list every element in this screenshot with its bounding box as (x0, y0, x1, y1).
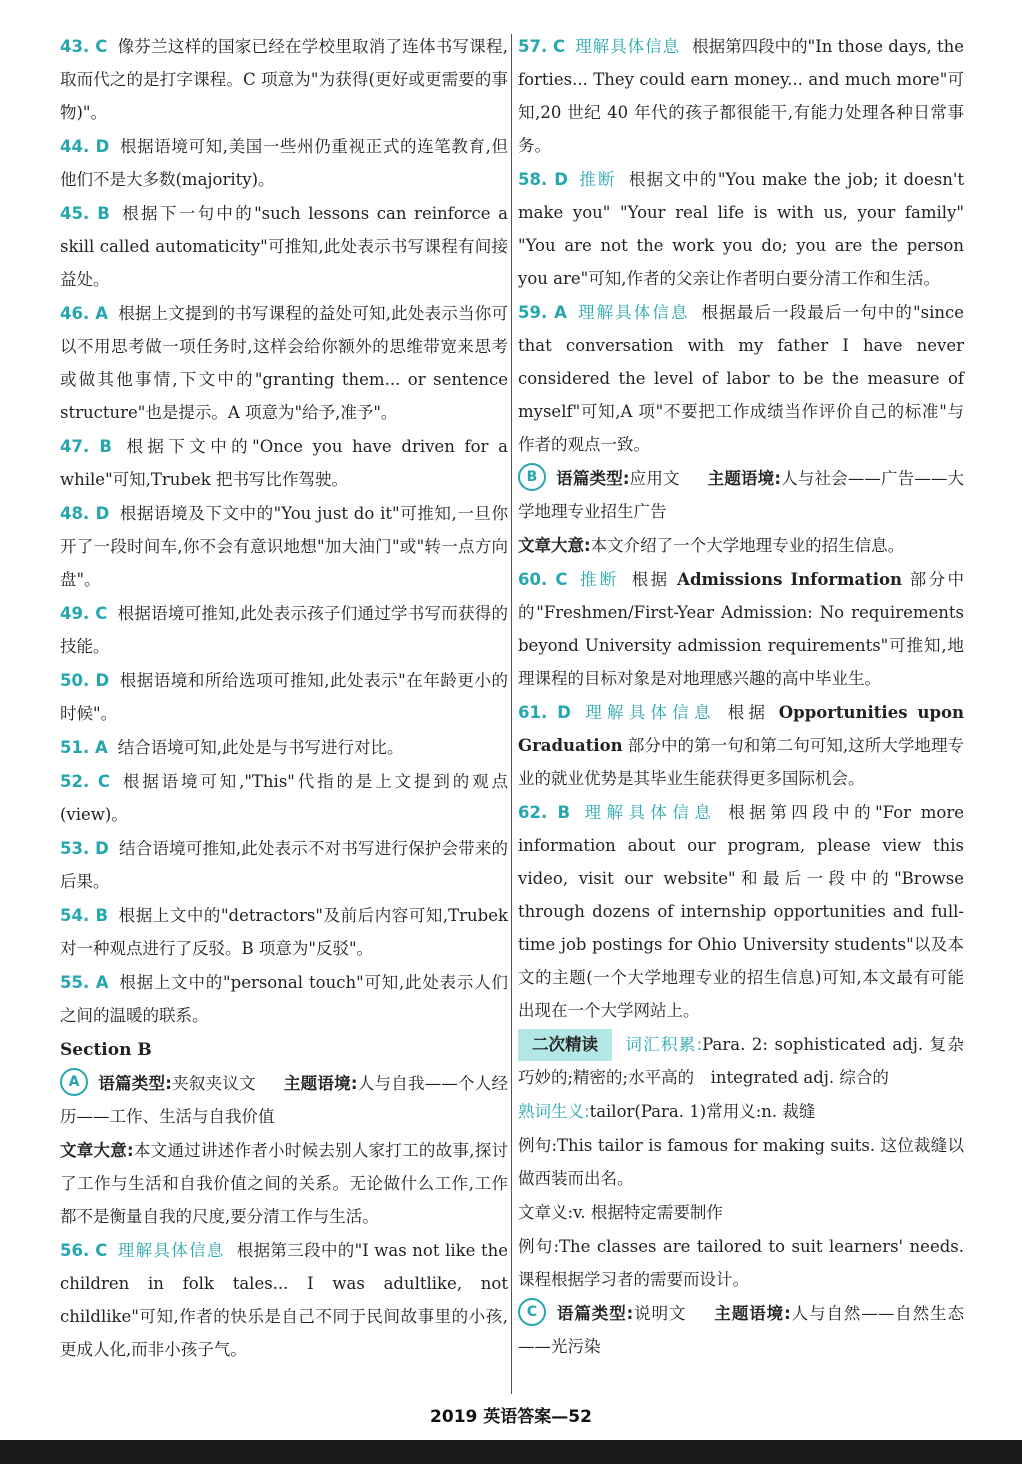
context-meaning: 文章义:v. 根据特定需要制作 (518, 1203, 723, 1222)
passage-b-info: B 语篇类型:应用文 主题语境:人与社会——广告——大学地理专业招生广告 (518, 462, 964, 528)
answer-57: 57. C 理解具体信息 根据第四段中的"In those days, the forties... They could earn money... and much more"可知,20 世纪 40 年代的孩子都很能干,有能力处理各种日常事务。 (518, 37, 964, 155)
answer-43: 43. C 像芬兰这样的国家已经在学校里取消了连体书写课程,取而代之的是打字课程。C 项意为"为获得(更好或更需要的事物)"。 (60, 37, 508, 122)
answer-45: 45. B 根据下一句中的"such lessons can reinforce a skill called automaticity"可推知,此处表示书写课程有间接益处。 (60, 204, 508, 289)
answer-61: 61. D 理解具体信息 根据 Opportunities upon Graduation 部分中的第一句和第二句可知,这所大学地理专业的就业优势是其毕业生能获得更多国际机会。 (518, 703, 965, 788)
answer-53: 53. D 结合语境可推知,此处表示不对书写进行保护会带来的后果。 (60, 839, 508, 891)
section-b-heading: Section B (60, 1040, 152, 1060)
bottom-edge-bar (0, 1440, 1022, 1464)
answer-48: 48. D 根据语境及下文中的"You just do it"可推知,一旦你开了一段时间车,你不会有意识地想"加大油门"或"转一点方向盘"。 (60, 504, 509, 589)
answer-51: 51. A 结合语境可知,此处是与书写进行对比。 (60, 738, 404, 757)
passage-a-info: A 语篇类型:夹叙夹议文 主题语境:人与自我——个人经历——工作、生活与自我价值 (60, 1067, 508, 1133)
example-sentence-1: 例句:This tailor is famous for making suits. 这位裁缝以做西装而出名。 (518, 1136, 964, 1188)
answer-50: 50. D 根据语境和所给选项可推知,此处表示"在年龄更小的时候"。 (60, 671, 508, 723)
passage-a-badge: A (60, 1068, 88, 1096)
page-footer: 2019 英语答案—52 (430, 1407, 592, 1427)
right-column (518, 30, 964, 1364)
answer-56: 56. C 理解具体信息 根据第三段中的"I was not like the children in folk tales... I was adultlike, not childlike"可知,作者的快乐是自己不同于民间故事里的小孩,更成人化,而非小孩子气。 (60, 1241, 508, 1359)
answer-47: 47. B 根据下文中的"Once you have driven for a while"可知,Trubek 把书写比作驾驶。 (60, 437, 508, 489)
second-reading-label: 二次精读 (518, 1029, 612, 1061)
answer-46: 46. A 根据上文提到的书写课程的益处可知,此处表示当你可以不用思考做一项任务时,这样会给你额外的思维带宽来思考或做其他事情,下文中的"granting them... or sentence structure"也是提示。A 项意为"给予,准予"。 (60, 304, 508, 422)
answer-52: 52. C 根据语境可知,"This"代指的是上文提到的观点(view)。 (60, 772, 508, 824)
passage-c-info: C 语篇类型:说明文 主题语境:人与自然——自然生态——光污染 (518, 1297, 964, 1363)
answer-54: 54. B 根据上文中的"detractors"及前后内容可知,Trubek 对一种观点进行了反驳。B 项意为"反驳"。 (60, 906, 508, 958)
column-divider (511, 34, 512, 1394)
passage-a-summary: 文章大意:本文通过讲述作者小时候去别人家打工的故事,探讨了工作与生活和自我价值之间的关系。无论做什么工作,工作都不是衡量自我的尺度,要分清工作与生活。 (60, 1141, 508, 1226)
answer-44: 44. D 根据语境可知,美国一些州仍重视正式的连笔教育,但他们不是大多数(majority)。 (60, 137, 508, 189)
example-sentence-2: 例句:The classes are tailored to suit learners' needs. 课程根据学习者的需要而设计。 (518, 1237, 964, 1289)
answer-62: 62. B 理解具体信息 根据第四段中的"For more information about our program, please view this video, visit our website"和最后一段中的"Browse through dozens of internship opportunities and full-time job postings for Ohio University students"以及本文的主题(一个大学地理专业的招生信息)可知,本文最有可能出现在一个大学网站上。 (518, 803, 964, 1020)
answer-59: 59. A 理解具体信息 根据最后一段最后一句中的"since that conversation with my father I have never considered the level of labor to be the measure of myself"可知,A 项"不要把工作成绩当作评价自己的标准"与作者的观点一致。 (518, 303, 965, 454)
passage-c-badge: C (518, 1298, 546, 1326)
answer-58: 58. D 推断 根据文中的"You make the job; it doesn't make you" "Your real life is with us, your family" "You are not the work you do; you are the person you are"可知,作者的父亲让作者明白要分清工作和生活。 (518, 170, 965, 288)
answer-49: 49. C 根据语境可推知,此处表示孩子们通过学书写而获得的技能。 (60, 604, 508, 656)
familiar-word-new-meaning: 熟词生义:tailor(Para. 1)常用义:n. 裁缝 (518, 1102, 816, 1121)
answer-60: 60. C 推断 根据 Admissions Information 部分中的"Freshmen/First-Year Admission: No requirements beyond University admission requirements"可推知,地理课程的目标对象是对地理感兴趣的高中毕业生。 (518, 570, 965, 688)
passage-b-badge: B (518, 463, 546, 491)
left-column (60, 30, 508, 1367)
second-reading-vocab: 二次精读 词汇积累:Para. 2: sophisticated adj. 复杂巧妙的;精密的;水平高的 integrated adj. 综合的 (518, 1028, 964, 1094)
answer-55: 55. A 根据上文中的"personal touch"可知,此处表示人们之间的温暖的联系。 (60, 973, 508, 1025)
passage-b-summary: 文章大意:本文介绍了一个大学地理专业的招生信息。 (518, 536, 905, 555)
